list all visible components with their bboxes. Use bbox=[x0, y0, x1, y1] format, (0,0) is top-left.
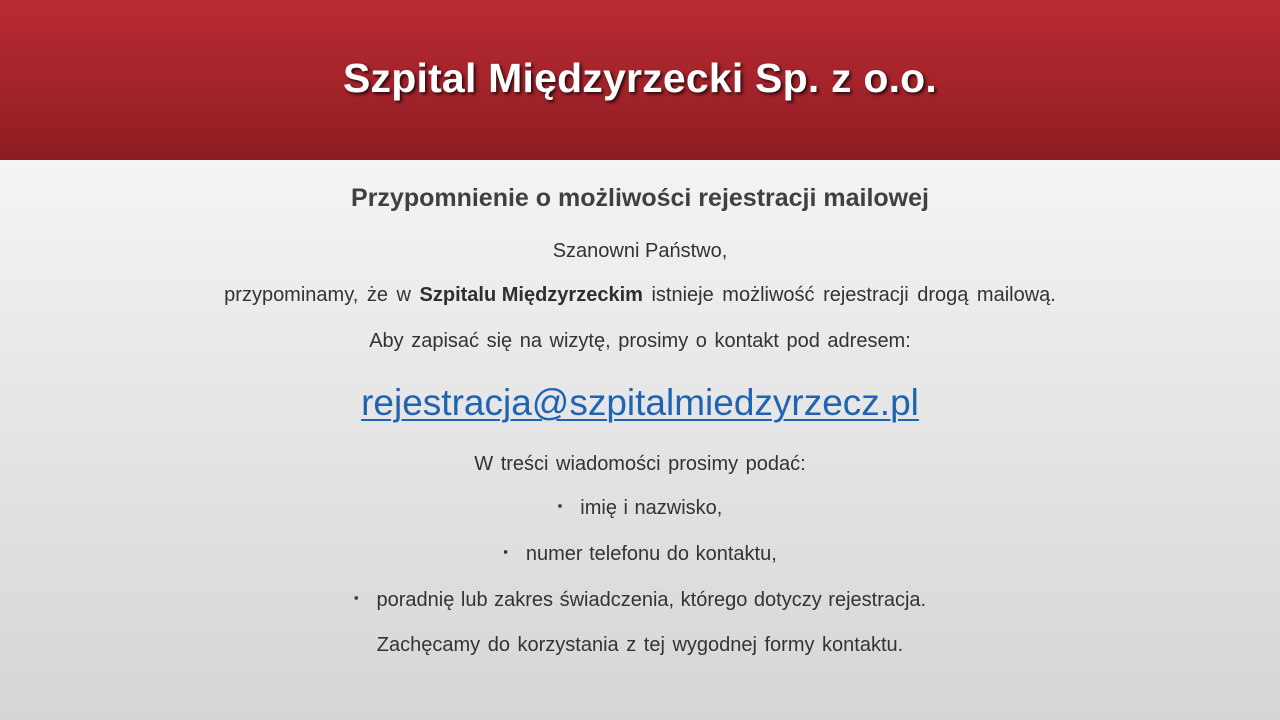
list-item-text: imię i nazwisko, bbox=[580, 497, 723, 519]
registration-email-link[interactable] bbox=[0, 382, 1280, 424]
bullet-icon: ▪ bbox=[353, 590, 359, 606]
page-title: Szpital Międzyrzecki Sp. z o.o. bbox=[343, 54, 937, 101]
greeting-text: Szanowni Państwo, bbox=[552, 240, 728, 262]
registration-email-text[interactable]: rejestracja@szpitalmiedzyrzecz.pl bbox=[361, 382, 919, 423]
hospital-name-bold: Szpitalu Międzyrzeckim bbox=[419, 284, 643, 306]
reminder-text-start: przypominamy, że w bbox=[224, 284, 420, 306]
notice-subject: Przypomnienie o możliwości rejestracji mailowej bbox=[351, 184, 929, 212]
bullet-icon: ▪ bbox=[557, 498, 563, 514]
list-item bbox=[0, 497, 1280, 520]
closing-text: Zachęcamy do korzystania z tej wygodnej formy kontaktu. bbox=[376, 634, 904, 656]
reminder-text-end: istnieje możliwość rejestracji drogą mailową. bbox=[642, 284, 1056, 306]
message-requirements-intro: W treści wiadomości prosimy podać: bbox=[474, 453, 806, 475]
list-item-text: numer telefonu do kontaktu, bbox=[525, 543, 777, 565]
list-item bbox=[0, 543, 1280, 566]
contact-instruction: Aby zapisać się na wizytę, prosimy o kontakt pod adresem: bbox=[369, 330, 911, 352]
list-item bbox=[0, 589, 1280, 612]
notice-content bbox=[0, 160, 1280, 720]
bullet-icon: ▪ bbox=[503, 544, 508, 560]
list-item-text: poradnię lub zakres świadczenia, którego dotyczy rejestracja. bbox=[376, 589, 927, 611]
reminder-paragraph bbox=[0, 284, 1280, 307]
header-banner bbox=[0, 0, 1280, 160]
